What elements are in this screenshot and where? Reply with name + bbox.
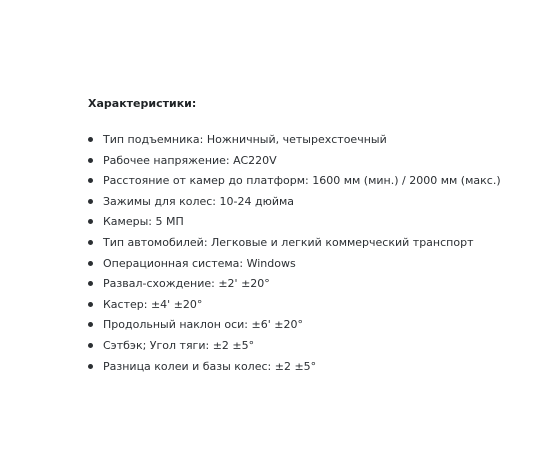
spec-item-text: Сэтбэк; Угол тяги: ±2 ±5°: [103, 338, 255, 352]
bullet-icon: [88, 240, 93, 245]
bullet-icon: [88, 364, 93, 369]
bullet-icon: [88, 322, 93, 327]
bullet-icon: [88, 281, 93, 286]
spec-item-text: Тип автомобилей: Легковые и легкий коммерческий транспорт: [103, 235, 474, 249]
spec-item-setback-thrust: [88, 338, 528, 354]
bullet-icon: [88, 137, 93, 142]
bullet-icon: [88, 158, 93, 163]
spec-item-text: Развал-схождение: ±2' ±20°: [103, 277, 270, 291]
spec-item-camera-distance: [88, 173, 528, 189]
spec-item-vehicle-type: [88, 235, 528, 251]
spec-item-text: Тип подъемника: Ножничный, четырехстоечный: [103, 133, 387, 146]
spec-item-text: Камеры: 5 МП: [103, 215, 184, 229]
bullet-icon: [88, 343, 93, 348]
specifications-list: [88, 132, 528, 375]
spec-item-text: Рабочее напряжение: AC220V: [103, 153, 277, 167]
specifications-section: [88, 96, 528, 379]
spec-item-lift-type: [88, 132, 528, 148]
bullet-icon: [88, 219, 93, 224]
spec-item-text: Расстояние от камер до платформ: 1600 мм (мин.) / 2000 мм (макс.): [103, 174, 501, 188]
spec-item-wheel-clamps: [88, 194, 528, 210]
spec-item-text: Операционная система: Windows: [103, 256, 296, 270]
bullet-icon: [88, 261, 93, 266]
bullet-icon: [88, 199, 93, 204]
spec-item-kingpin: [88, 317, 528, 333]
spec-item-text: Кастер: ±4' ±20°: [103, 297, 203, 311]
spec-item-track-wheelbase: [88, 359, 528, 375]
spec-item-os: [88, 256, 528, 272]
spec-item-caster: [88, 297, 528, 313]
specifications-heading: Характеристики:: [88, 97, 197, 110]
spec-item-text: Продольный наклон оси: ±6' ±20°: [103, 318, 303, 332]
spec-item-voltage: [88, 153, 528, 169]
bullet-icon: [88, 302, 93, 307]
spec-item-text: Разница колеи и базы колес: ±2 ±5°: [103, 359, 317, 373]
spec-item-camber-toe: [88, 276, 528, 292]
spec-item-cameras: [88, 214, 528, 230]
bullet-icon: [88, 178, 93, 183]
spec-item-text: Зажимы для колес: 10-24 дюйма: [103, 194, 295, 208]
